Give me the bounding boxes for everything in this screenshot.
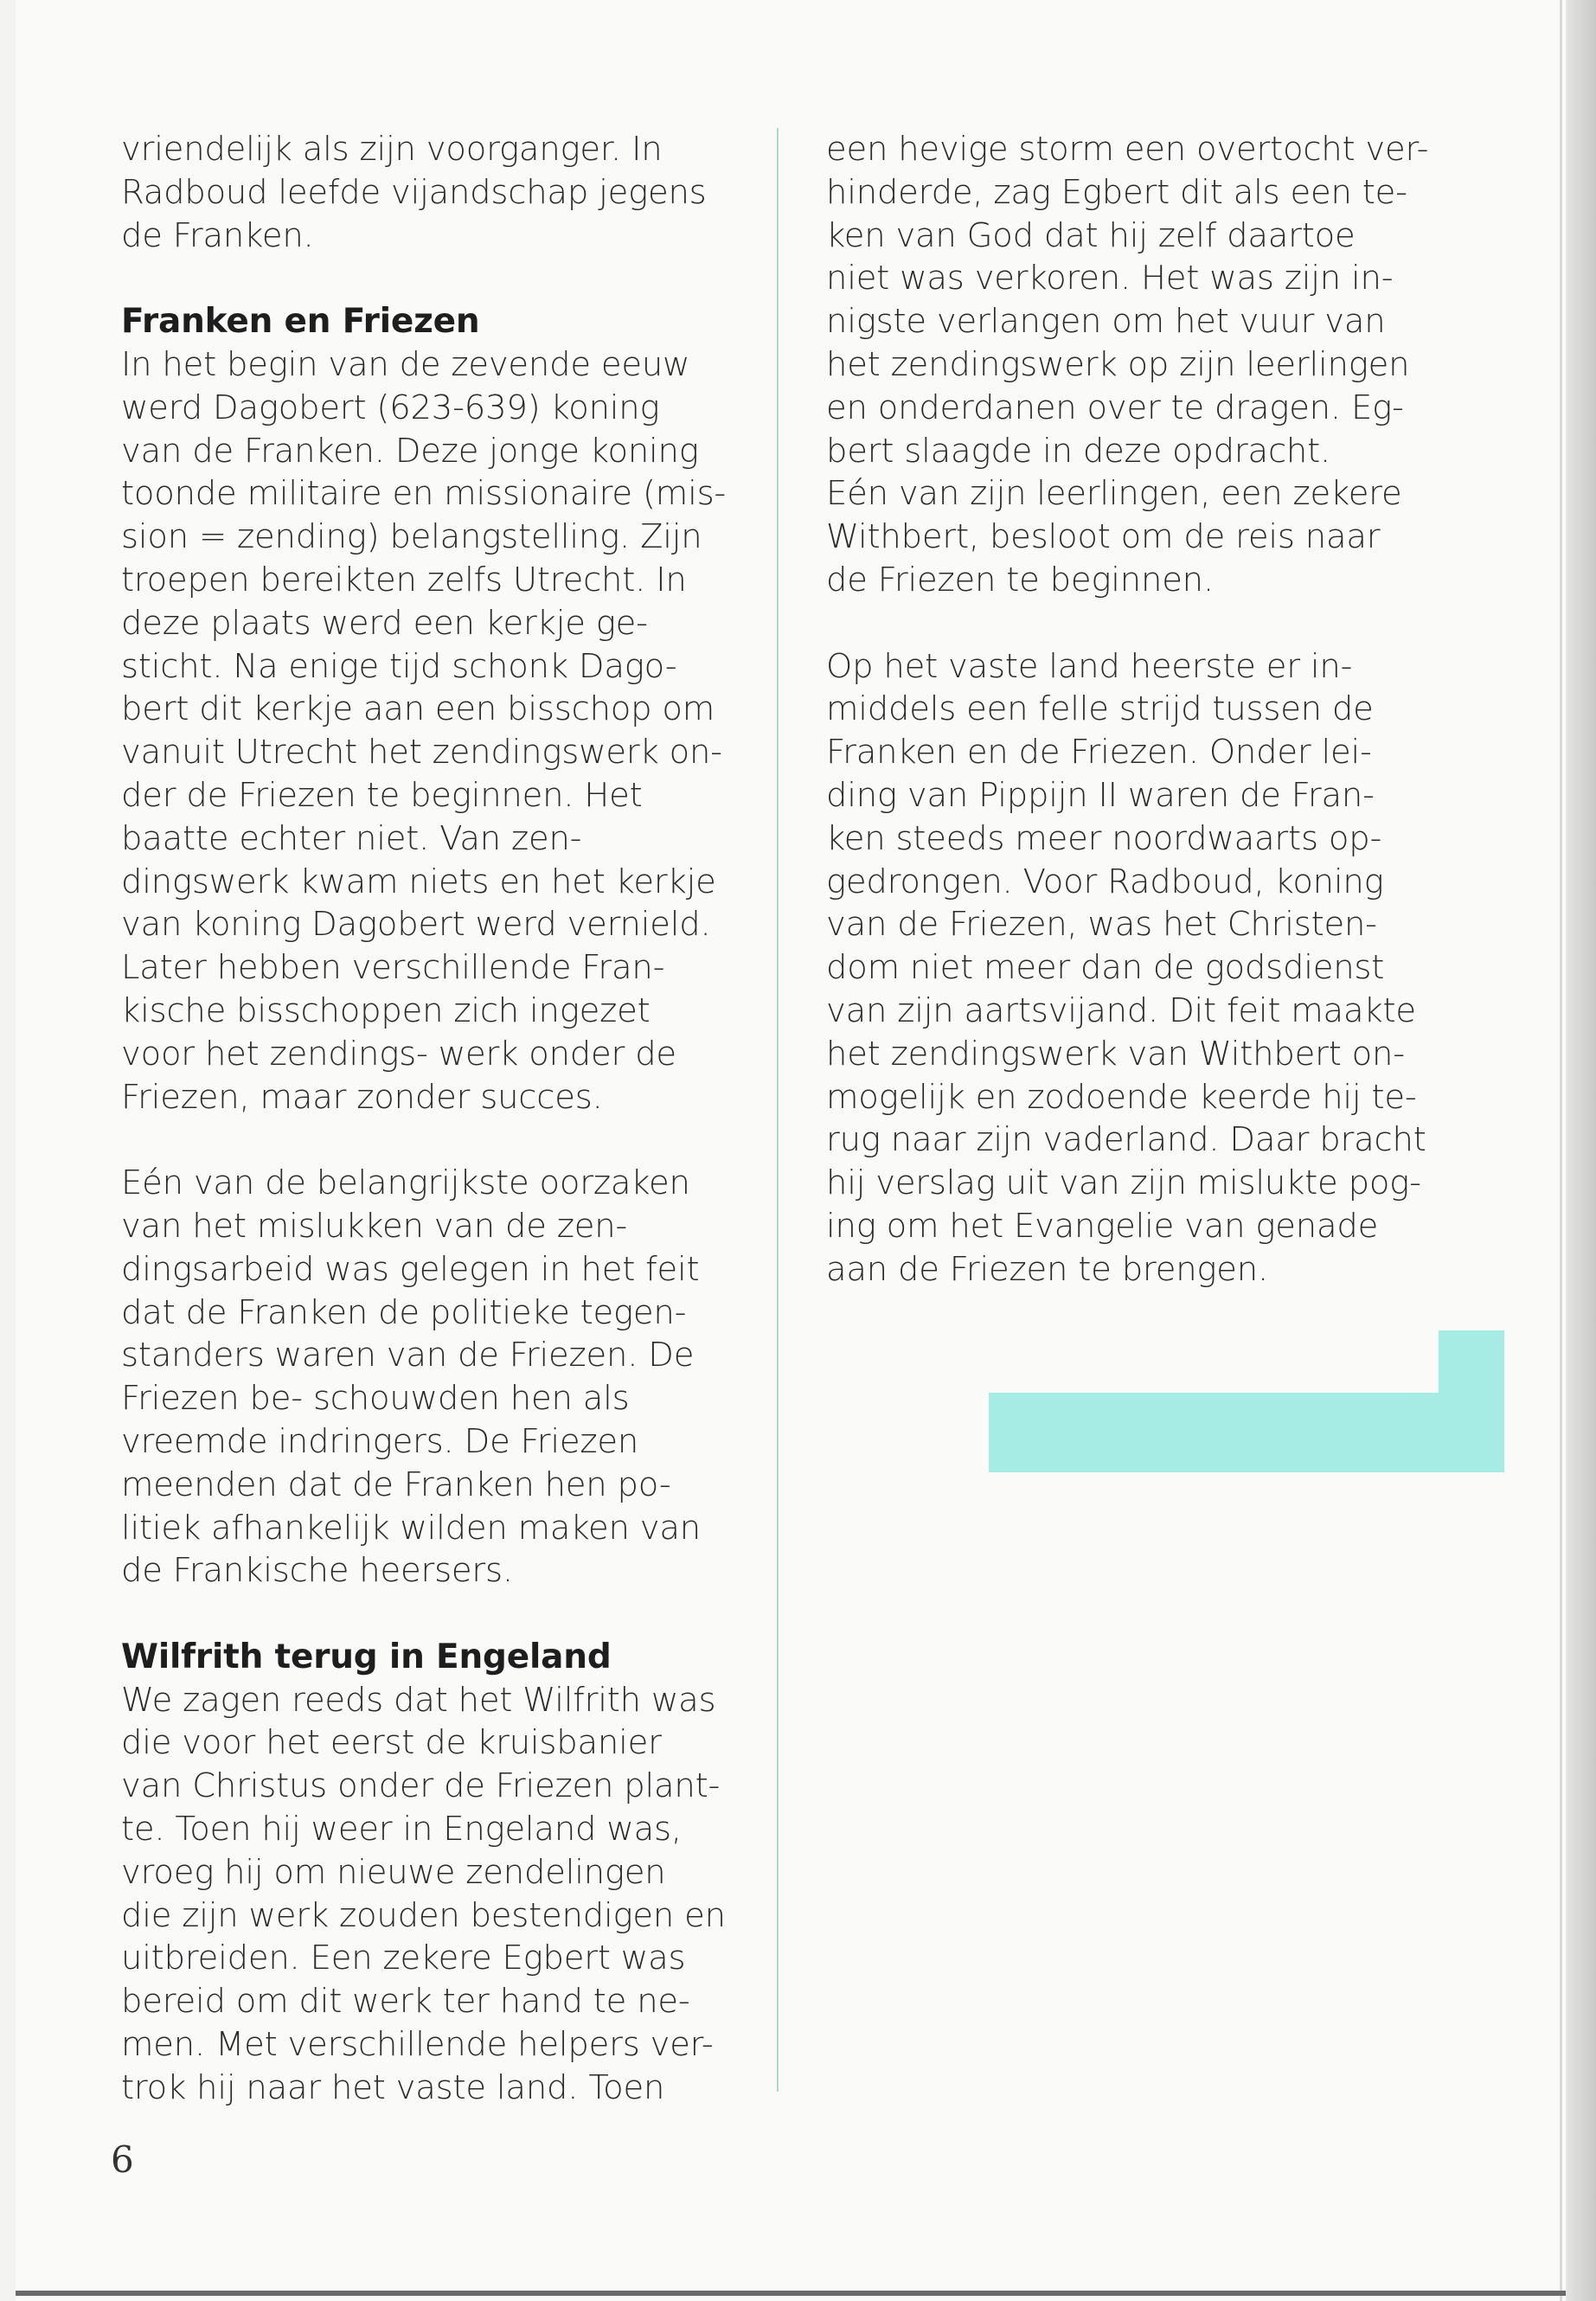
- text-line: hij verslag uit van zijn mislukte pog-: [826, 1163, 1421, 1203]
- text-line: van koning Dagobert werd vernield.: [121, 905, 711, 945]
- text-line: vroeg hij om nieuwe zendelingen: [121, 1852, 666, 1892]
- text-line: werd Dagobert (623-639) koning: [121, 388, 660, 427]
- text-line: het zendingswerk van Withbert on-: [826, 1034, 1405, 1074]
- text-line: sticht. Na enige tijd schonk Dago-: [121, 646, 677, 686]
- text-line: Radboud leefde vijandschap jegens: [121, 172, 707, 212]
- text-line: men. Met verschillende helpers ver-: [121, 2025, 714, 2065]
- right-column: [826, 128, 1449, 1292]
- text-line: Later hebben verschillende Fran-: [121, 948, 665, 988]
- text-line: nigste verlangen om het vuur van: [826, 302, 1386, 342]
- text-line: Withbert, besloot om de reis naar: [826, 517, 1381, 557]
- text-line: de Friezen te beginnen.: [826, 560, 1214, 599]
- text-line: aan de Friezen te brengen.: [826, 1249, 1269, 1289]
- paragraph-gap: [121, 1593, 779, 1636]
- text-line: kische bisschoppen zich ingezet: [121, 990, 651, 1030]
- text-line: ding van Pippijn II waren de Fran-: [826, 775, 1375, 815]
- text-line: van zijn aartsvijand. Dit feit maakte: [826, 990, 1416, 1030]
- text-line: ken van God dat hij zelf daartoe: [826, 215, 1356, 255]
- paragraph-right-2: [826, 645, 1449, 1292]
- bottom-edge-rule: [16, 2291, 1566, 2296]
- section-heading-franken-en-friezen: Franken en Friezen: [121, 302, 480, 342]
- decorative-accent-bar: [989, 1393, 1504, 1472]
- text-line: deze plaats werd een kerkje ge-: [121, 603, 648, 643]
- paragraph-left-4: [121, 1679, 779, 2110]
- text-line: We zagen reeds dat het Wilfrith was: [121, 1680, 716, 1720]
- text-line: vriendelijk als zijn voorganger. In: [121, 130, 663, 169]
- column-divider: [777, 128, 779, 2092]
- text-line: bert dit kerkje aan een bisschop om: [121, 689, 715, 729]
- text-line: dingsarbeid was gelegen in het feit: [121, 1249, 700, 1289]
- text-line: uitbreiden. Een zekere Egbert was: [121, 1939, 686, 1978]
- text-line: die zijn werk zouden bestendigen en: [121, 1895, 726, 1935]
- text-line: hinderde, zag Egbert dit als een te-: [826, 172, 1407, 212]
- text-line: gedrongen. Voor Radboud, koning: [826, 862, 1384, 901]
- text-line: van de Franken. Deze jonge koning: [121, 431, 699, 471]
- text-line: standers waren van de Friezen. De: [121, 1336, 695, 1375]
- text-line: van Christus onder de Friezen plant-: [121, 1766, 721, 1806]
- text-line: een hevige storm een overtocht ver-: [826, 130, 1429, 169]
- text-line: Eén van de belangrijkste oorzaken: [121, 1163, 690, 1203]
- section-heading-wilfrith-terug: Wilfrith terug in Engeland: [121, 1637, 612, 1676]
- text-line: trok hij naar het vaste land. Toen: [121, 2067, 665, 2107]
- paragraph-left-2: [121, 343, 779, 1118]
- text-line: bert slaagde in deze opdracht.: [826, 431, 1331, 471]
- text-line: litiek afhankelijk wilden maken van: [121, 1508, 701, 1548]
- text-line: te. Toen hij weer in Engeland was,: [121, 1810, 682, 1849]
- decorative-accent-tab: [1439, 1330, 1504, 1472]
- text-line: ing om het Evangelie van genade: [826, 1206, 1379, 1246]
- text-line: vanuit Utrecht het zendingswerk on-: [121, 733, 722, 772]
- text-line: dat de Franken de politieke tegen-: [121, 1292, 687, 1332]
- text-line: middels een felle strijd tussen de: [826, 689, 1374, 729]
- text-line: rug naar zijn vaderland. Daar bracht: [826, 1120, 1426, 1160]
- text-line: mogelijk en zodoende keerde hij te-: [826, 1077, 1417, 1117]
- page-edge-shadow: [1560, 0, 1562, 2301]
- text-line: die voor het eerst de kruisbanier: [121, 1723, 662, 1763]
- text-line: niet was verkoren. Het was zijn in-: [826, 259, 1394, 298]
- text-line: toonde militaire en missionaire (mis-: [121, 474, 727, 514]
- text-line: van het mislukken van de zen-: [121, 1206, 628, 1246]
- paragraph-gap: [826, 602, 1449, 645]
- left-column: [121, 128, 779, 2110]
- text-line: en onderdanen over te dragen. Eg-: [826, 388, 1404, 427]
- text-line: ken steeds meer noordwaarts op-: [826, 818, 1382, 858]
- paragraph-right-1: [826, 128, 1449, 602]
- text-line: de Franken.: [121, 215, 314, 255]
- paragraph-left-3: [121, 1162, 779, 1593]
- text-line: de Frankische heersers.: [121, 1551, 513, 1591]
- text-line: Op het vaste land heerste er in-: [826, 646, 1353, 686]
- page-number: 6: [111, 2138, 134, 2181]
- text-line: vreemde indringers. De Friezen: [121, 1421, 639, 1461]
- text-line: baatte echter niet. Van zen-: [121, 818, 582, 858]
- paragraph-gap: [121, 257, 779, 300]
- text-line: voor het zendings- werk onder de: [121, 1034, 676, 1074]
- text-line: Eén van zijn leerlingen, een zekere: [826, 474, 1402, 514]
- text-line: Friezen be- schouwden hen als: [121, 1379, 630, 1419]
- page-edge: [1566, 0, 1596, 2301]
- paragraph-gap: [121, 1118, 779, 1162]
- text-line: In het begin van de zevende eeuw: [121, 344, 690, 384]
- text-line: dingswerk kwam niets en het kerkje: [121, 862, 716, 901]
- text-line: troepen bereikten zelfs Utrecht. In: [121, 560, 687, 599]
- text-line: van de Friezen, was het Christen-: [826, 905, 1377, 945]
- text-line: der de Friezen te beginnen. Het: [121, 775, 643, 815]
- text-line: Franken en de Friezen. Onder lei-: [826, 733, 1372, 772]
- text-line: het zendingswerk op zijn leerlingen: [826, 344, 1410, 384]
- text-line: bereid om dit werk ter hand te ne-: [121, 1982, 690, 2022]
- text-line: Friezen, maar zonder succes.: [121, 1077, 603, 1117]
- text-line: dom niet meer dan de godsdienst: [826, 948, 1385, 988]
- text-line: sion = zending) belangstelling. Zijn: [121, 517, 702, 557]
- paragraph-left-1: [121, 128, 779, 257]
- text-line: meenden dat de Franken hen po-: [121, 1465, 671, 1504]
